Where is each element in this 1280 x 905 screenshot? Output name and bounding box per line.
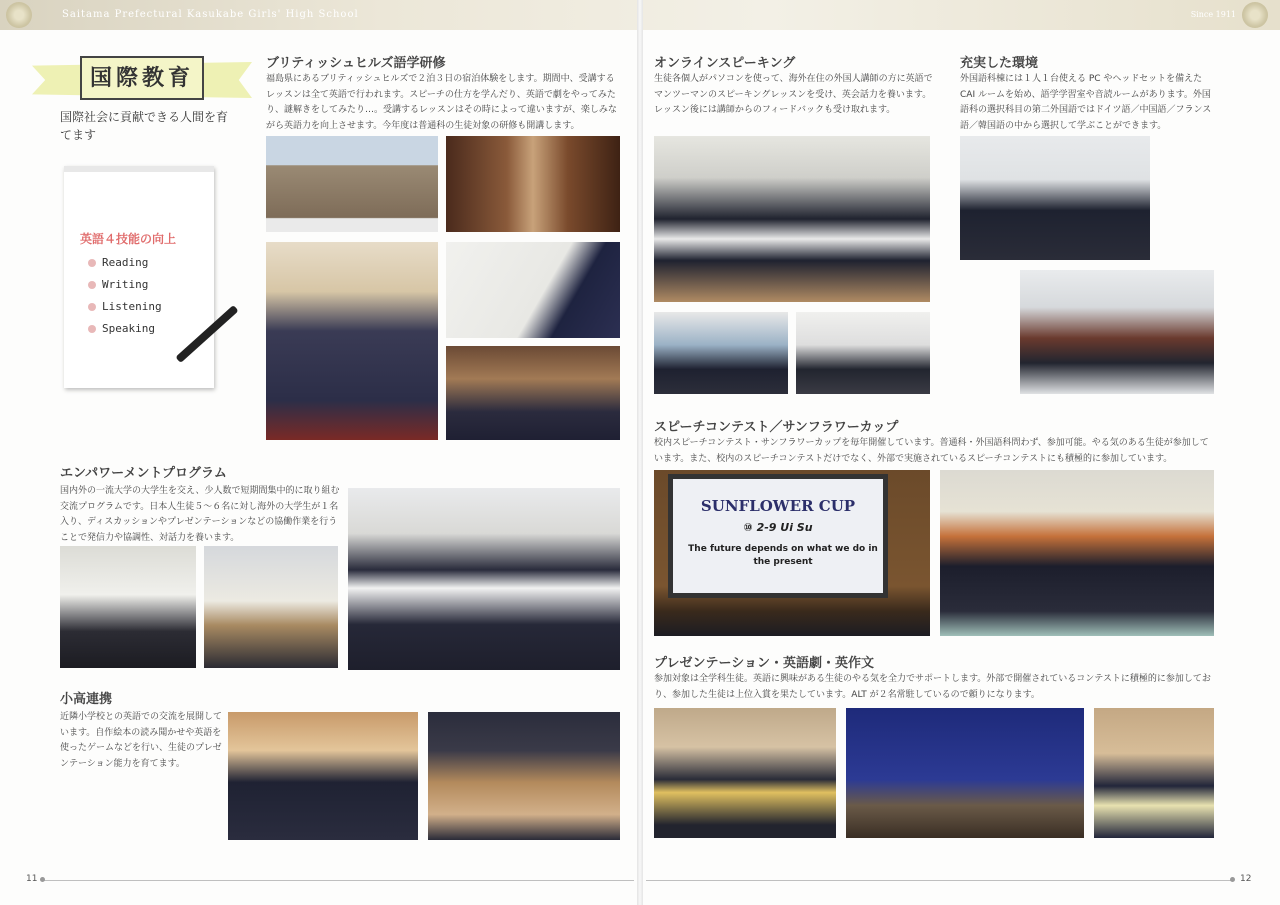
flower-emblem-icon <box>6 2 32 28</box>
online-text: 生徒各個人がパソコンを使って、海外在住の外国人講師の方に英語でマンツーマンのスピーキングレッスンを受け、英会話力を養います。レッスン後には講師からのフィードバックも受け取れます。 <box>654 74 933 115</box>
photo-contest-winners <box>940 470 1214 636</box>
photo-dining-hall <box>446 346 620 440</box>
footer-line-left <box>44 880 634 881</box>
banner-title: 国際教育 <box>80 56 204 100</box>
skill-reading: Reading <box>102 256 162 278</box>
elementary-text: 近隣小学校との英語での交流を展開しています。自作絵本の読み聞かせや英語を使ったゲームなどを行い、生徒のプレゼンテーション能力を育てます。 <box>60 712 223 769</box>
photo-presentation-group <box>654 708 836 838</box>
footer-dot-right <box>1230 877 1235 882</box>
online-title: オンラインスピーキング <box>654 56 796 71</box>
photo-language-lab <box>1020 270 1214 394</box>
photo-whiteboard-lesson <box>446 242 620 338</box>
speech-text: 校内スピーチコンテスト・サンフラワーカップを毎年開催しています。普通科・外国語科問わず、参加可能。やる気のある生徒が参加しています。また、校内のスピーチコンテストだけでなく、外部で実施されているスピーチコンテストにも積極的に参加しています。 <box>654 438 1209 464</box>
page-number-left: 11 <box>26 874 38 884</box>
photo-cai-room <box>960 136 1150 260</box>
speech-title: スピーチコンテスト／サンフラワーカップ <box>654 420 899 435</box>
photo-picture-book <box>228 712 418 840</box>
skill-writing: Writing <box>102 278 162 300</box>
flower-emblem-icon <box>1242 2 1268 28</box>
photo-online-lesson <box>654 136 930 302</box>
footer-dot-left <box>40 877 45 882</box>
page-number-right: 12 <box>1240 874 1252 884</box>
environment-title: 充実した環境 <box>960 56 1039 71</box>
footer-line-right <box>646 880 1234 881</box>
school-name: Saitama Prefectural Kasukabe Girls' High School <box>62 9 359 20</box>
skills-list <box>102 256 162 344</box>
photo-group-signs <box>348 488 620 670</box>
photo-english-drama <box>846 708 1084 838</box>
presentation-title: プレゼンテーション・英語劇・英作文 <box>654 656 874 671</box>
empowerment-title: エンパワーメントプログラム <box>60 466 227 481</box>
empowerment-text: 国内外の一流大学の大学生を交え、少人数で短期間集中的に取り組む交流プログラムです。日本人生徒５～６名に対し海外の大学生が１名入り、ディスカッションやプレゼンテーションなどの協働作業を行うことで発信力や協調性、対話力を養います。 <box>60 486 340 543</box>
photo-discussion <box>60 546 196 668</box>
section-banner <box>32 56 252 104</box>
since-label: Since 1911 <box>1190 10 1236 19</box>
photo-laptop-student <box>796 312 930 394</box>
photo-award-student <box>1094 708 1214 838</box>
page-spine <box>637 0 643 905</box>
british-hills-title: ブリティッシュヒルズ語学研修 <box>266 56 446 71</box>
photo-headset-student <box>654 312 788 394</box>
photo-british-hills-hall <box>446 136 620 232</box>
projector-screen <box>668 474 888 598</box>
lead-text: 国際社会に貢献できる人間を育てます <box>60 110 229 142</box>
screen-subtitle: ⑩ 2-9 Ui Su <box>743 521 813 534</box>
screen-title: SUNFLOWER CUP <box>700 497 856 515</box>
screen-slogan: The future depends on what we do in the present <box>688 544 878 567</box>
skill-listening: Listening <box>102 300 162 322</box>
elementary-title: 小高連携 <box>60 692 113 707</box>
photo-card-game <box>428 712 620 840</box>
skill-speaking: Speaking <box>102 322 162 344</box>
photo-teamwork <box>204 546 338 668</box>
photo-group-stairs <box>266 242 438 440</box>
skills-notepad <box>64 166 214 388</box>
photo-british-hills-building <box>266 136 438 232</box>
skills-title: 英語４技能の向上 <box>80 232 177 246</box>
british-hills-text: 福島県にあるブリティッシュヒルズで２泊３日の宿泊体験をします。期間中、受講するレッスンは全て英語で行われます。スピーチの仕方を学んだり、英語で劇をやってみたり、謎解きをしてみたり…。受講するレッスンはその時によって違いますが、楽しみながら英語力を向上させます。今年度は普通科の生徒対象の研修も開講します。 <box>266 74 617 131</box>
presentation-text: 参加対象は全学科生徒。英語に興味がある生徒のやる気を全力でサポートします。外部で開催されているコンテストに積極的に参加しており、参加した生徒は上位入賞を果たしています。ALT が２名常駐しているので頼りになります。 <box>654 674 1211 700</box>
environment-text: 外国語科棟には１人１台使える PC やヘッドセットを備えた CAI ルームを始め、語学学習室や音読ルームがあります。外国語科の選択科目の第二外国語ではドイツ語／中国語／フランス語／韓国語の中から選択して学ぶことができます。 <box>960 74 1212 131</box>
